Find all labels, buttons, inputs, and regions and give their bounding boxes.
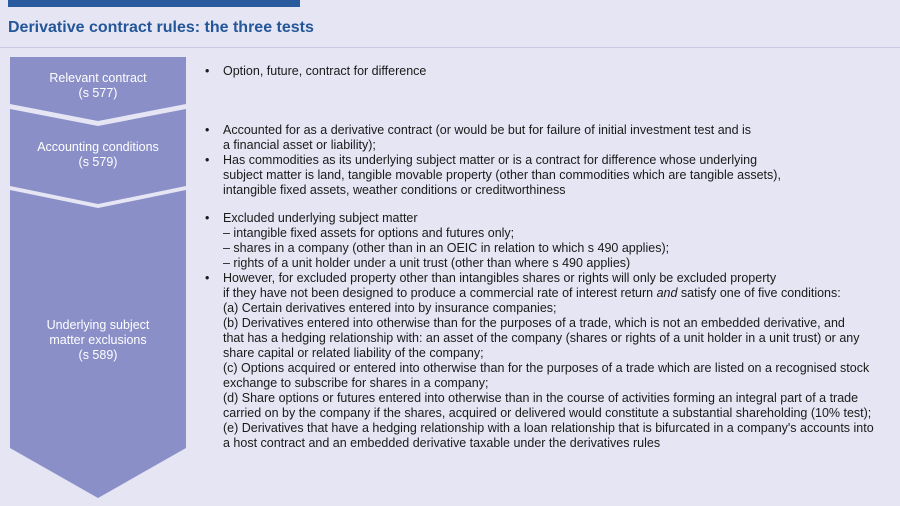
bullet-line: exchange to subscribe for shares in a company; bbox=[223, 376, 489, 390]
label-subject-matter-exclusions bbox=[10, 318, 186, 363]
bullet-line: carried on by the company if the shares, acquired or delivered would constitute a substantial shareholding (10% test); bbox=[223, 406, 872, 420]
content-relevant-contract bbox=[205, 64, 890, 79]
label-line: (s 589) bbox=[78, 348, 118, 362]
label-line: Accounting conditions bbox=[37, 140, 159, 154]
label-line: Underlying subject bbox=[46, 318, 150, 332]
bullet-line: (c) Options acquired or entered into otherwise than for the purposes of a trade which are listed on a recognised stock bbox=[223, 361, 870, 375]
bullet-line: (b) Derivatives entered into otherwise than for the purposes of a trade, which is not an embedded derivative, and bbox=[223, 316, 845, 330]
bullet-line: However, for excluded property other than intangibles shares or rights will only be excluded property bbox=[223, 271, 777, 285]
bullet-line: that has a hedging relationship with: an asset of the company (shares or rights of a unit holder in a unit trust) or any bbox=[223, 331, 860, 345]
list-item: • Excluded underlying subject matter – intangible fixed assets for options and futures only; – shares in a company (other than in an OEIC in relation to which s 490 applies); – rights of a unit holder under a unit trust (other than where s 490 applies) bbox=[205, 211, 890, 271]
content-subject-matter-exclusions bbox=[205, 211, 890, 451]
bullet-line: Has commodities as its underlying subject matter or is a contract for difference whose underlying bbox=[223, 153, 758, 167]
bullet-line: – rights of a unit holder under a unit trust (other than where s 490 applies) bbox=[223, 256, 631, 270]
bullet-line: – shares in a company (other than in an OEIC in relation to which s 490 applies); bbox=[223, 241, 670, 255]
bullet-line: intangible fixed assets, weather conditions or creditworthiness bbox=[223, 183, 566, 197]
label-line: matter exclusions bbox=[49, 333, 147, 347]
bullet-line: Accounted for as a derivative contract (or would be but for failure of initial investment test and is bbox=[223, 123, 752, 137]
list-item: • Has commodities as its underlying subject matter or is a contract for difference whose underlying subject matter is land, tangible movable property (other than commodities which are tangible assets), intangible fixed assets, weather conditions or creditworthiness bbox=[205, 153, 890, 198]
page-title: Derivative contract rules: the three tests bbox=[8, 19, 314, 36]
list-item: • However, for excluded property other than intangibles shares or rights will only be excluded property if they have not been designed to produce a commercial rate of interest return and satisfy one of five conditions: (a) Certain derivatives entered into by insurance companies; (b) Derivatives entered into otherwise than for the purposes of a trade, which is not an embedded derivative, and that has a hedging relationship with: an asset of the company (shares or rights of a unit holder in a unit trust) or any share capital or related liability of the company; (c) Options acquired or entered into otherwise than for the purposes of a trade which are listed on a recognised stock exchange to subscribe for shares in a company; (d) Share options or futures entered into otherwise than in the course of activities forming an integral part of a trade carried on by the company if the shares, acquired or delivered would constitute a substantial shareholding (10% test); (e) Derivatives that have a hedging relationship with a loan relationship that is bifurcated in a company's accounts into a host contract and an embedded derivative taxable under the derivatives rules bbox=[205, 271, 890, 451]
bullet-line: (e) Derivatives that have a hedging relationship with a loan relationship that is bifurcated in a company's accounts into bbox=[223, 421, 874, 435]
label-line: (s 577) bbox=[78, 86, 118, 100]
bullet-line: (d) Share options or futures entered into otherwise than in the course of activities forming an integral part of a trade bbox=[223, 391, 859, 405]
list-item: • Option, future, contract for difference bbox=[205, 64, 890, 79]
bullet-line: a host contract and an embedded derivative taxable under the derivatives rules bbox=[223, 436, 661, 450]
bullet-line: – intangible fixed assets for options and futures only; bbox=[223, 226, 515, 240]
label-accounting-conditions bbox=[10, 140, 186, 170]
content-accounting-conditions bbox=[205, 123, 890, 198]
bullet-line: (a) Certain derivatives entered into by insurance companies; bbox=[223, 301, 557, 315]
list-item: • Accounted for as a derivative contract (or would be but for failure of initial investment test and is a financial asset or liability); bbox=[205, 123, 890, 153]
label-relevant-contract bbox=[10, 71, 186, 101]
bullet-line: subject matter is land, tangible movable property (other than commodities which are tangible assets), bbox=[223, 168, 781, 182]
bullet-line: Option, future, contract for difference bbox=[223, 64, 427, 78]
bullet-line: if they have not been designed to produce a commercial rate of interest return and satisfy one of five conditions: bbox=[223, 286, 841, 300]
bullet-line: share capital or related liability of the company; bbox=[223, 346, 484, 360]
bullet-line: Excluded underlying subject matter bbox=[223, 211, 418, 225]
label-line: (s 579) bbox=[78, 155, 118, 169]
label-line: Relevant contract bbox=[49, 71, 147, 85]
bullet-line: a financial asset or liability); bbox=[223, 138, 376, 152]
